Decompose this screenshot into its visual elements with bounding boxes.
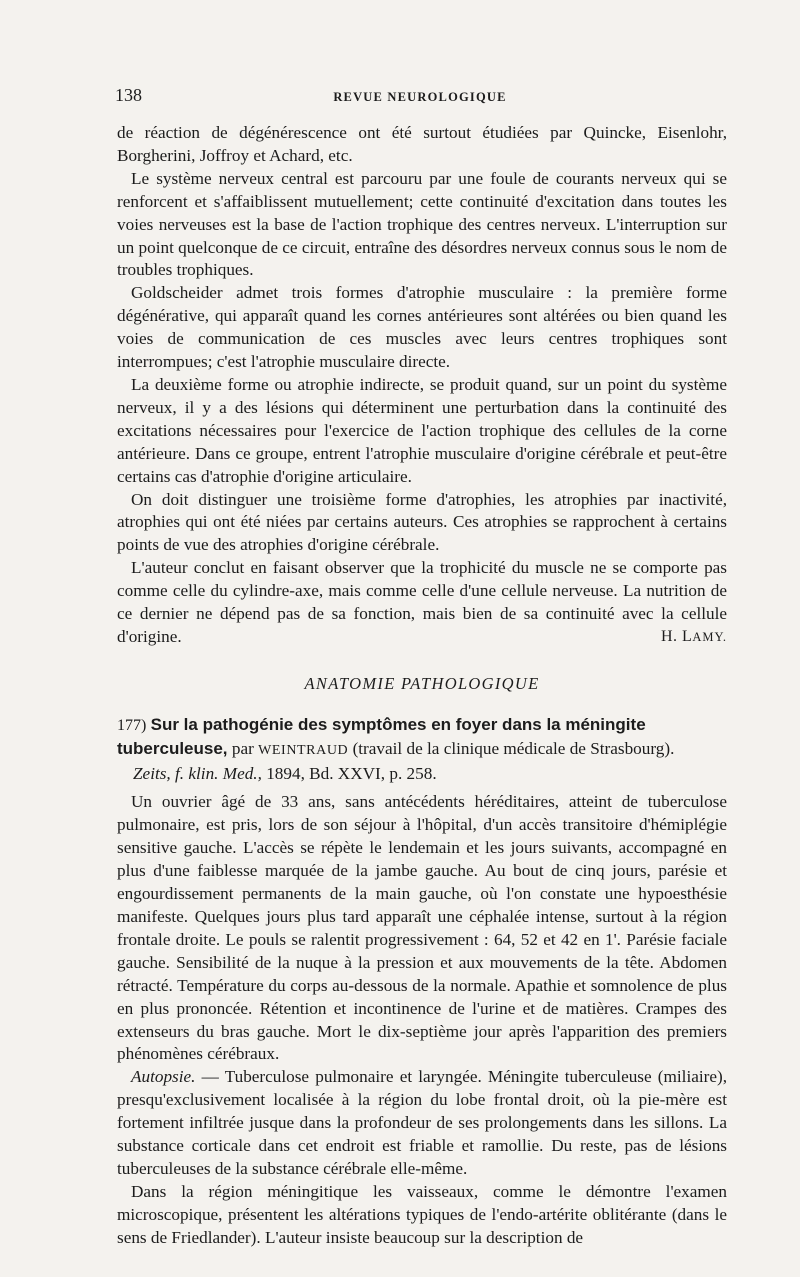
signature-initial: H. L <box>660 627 693 645</box>
autopsie-text: — Tuberculose pulmonaire et laryngée. Méningite tuberculeuse (miliaire), presqu'exclusivement localisée à la région du lobe frontal droit, où la pie-mère est fortement infiltrée jusque dans la profondeur de ses prolongements dans les sillons. La substance corticale dans cet endroit est friable et ramollie. Du reste, pas de lésions tuberculeuses de la substance cérébrale elle-même. <box>117 1067 727 1178</box>
paragraph: La deuxième forme ou atrophie indirecte, se produit quand, sur un point du système nerveux, il y a des lésions qui déterminent une perturbation dans la continuité des excitations nécessaires pour l'exercice de l'action trophique des cellules de la corne antérieure. Dans ce groupe, entrent l'atrophie musculaire d'origine cérébrale et peut-être certains cas d'atrophie d'origine articulaire. <box>117 374 727 486</box>
section-title: ANATOMIE PATHOLOGIQUE <box>304 673 540 693</box>
entry-citation <box>133 763 727 786</box>
paragraph: On doit distinguer une troisième forme d'atrophies, les atrophies par inactivité, atrophies qui ont été niées par certains auteurs. Ces atrophies se rapprochent à certains points de vue des atrophies d'origine cérébrale. <box>117 489 727 555</box>
paragraph: L'auteur conclut en faisant observer que la trophicité du muscle ne se comporte pas comme celle du cylindre-axe, mais comme celle d'une cellule nerveuse. La nutrition de ce dernier ne dépend pas de sa fonction, mais bien de sa continuité avec la cellule d'origine. <box>117 558 727 646</box>
page-header <box>115 85 725 111</box>
running-head: REVUE NEUROLOGIQUE <box>333 90 507 104</box>
paragraph: de réaction de dégénérescence ont été surtout étudiées par Quincke, Eisenlohr, Borgherini, Joffroy et Achard, etc. <box>117 123 727 165</box>
entry-par: par <box>231 738 254 758</box>
entry-number: 177) <box>117 716 147 734</box>
paragraph: Goldscheider admet trois formes d'atrophie musculaire : la première forme dégénérative, qui apparaît quand les cornes antérieures sont altérées ou bien quand les voies de communication de ces muscles avec leurs centres trophiques sont interrompues; c'est l'atrophie musculaire directe. <box>117 283 727 372</box>
journal-details: 1894, Bd. XXVI, p. 258. <box>266 763 437 783</box>
entry-affiliation: (travail de la clinique médicale de Strasbourg). <box>352 738 675 758</box>
entry-heading <box>117 714 727 763</box>
body-text <box>117 122 727 1250</box>
signature-surname: AMY. <box>692 629 727 644</box>
paragraph: Un ouvrier âgé de 33 ans, sans antécédents héréditaires, atteint de tuberculose pulmonaire, est pris, lors de son séjour à l'hôpital, d'un accès transitoire d'hémiplégie sensitive gauche. L'accès se répète le lendemain et les jours suivants, accompagné en plus d'une faiblesse marquée de la jambe gauche. Au bout de cinq jours, parésie et engourdissement permanents de la main gauche, où l'on constate une hypoesthésie manifeste. Quelques jours plus tard apparaît une céphalée intense, surtout à la région frontale droite. Le pouls se ralentit progressivement : 64, 52 et 42 en 1'. Parésie faciale gauche. Sensibilité de la nuque à la pression et aux mouvements de la tête. Abdomen rétracté. Température du corps au-dessous de la normale. Apathie et somnolence de plus en plus prononcée. Rétention et incontinence de l'urine et de matières. Crampes des extenseurs du bras gauche. Mort le dix-septième jour après l'apparition des premiers phénomènes cérébraux. <box>117 792 727 1064</box>
journal-name: Zeits, f. klin. Med., <box>133 763 262 783</box>
paragraph: Dans la région méningitique les vaisseaux, comme le démontre l'examen microscopique, présentent les altérations typiques de l'endo-artérite oblitérante (dans le sens de Friedlander). L'auteur insiste beaucoup sur la description de <box>117 1181 727 1247</box>
page-number: 138 <box>115 85 142 105</box>
autopsie-paragraph <box>117 1066 727 1181</box>
paragraph: Le système nerveux central est parcouru par une foule de courants nerveux qui se renforcent et s'affaiblissent mutuellement; cette continuité d'excitation dans toutes les voies nerveuses est la base de l'action trophique des centres nerveux. L'interruption sur un point quelconque de ce circuit, entraîne des désordres nerveux connus sous le nom de troubles trophiques. <box>117 168 727 280</box>
autopsie-label: Autopsie. <box>131 1067 196 1087</box>
entry-title: Sur la pathogénie des symptômes en foyer dans la méningite tuberculeuse, <box>117 714 646 758</box>
entry-author: WEINTRAUD <box>258 742 349 758</box>
signature <box>117 626 727 649</box>
